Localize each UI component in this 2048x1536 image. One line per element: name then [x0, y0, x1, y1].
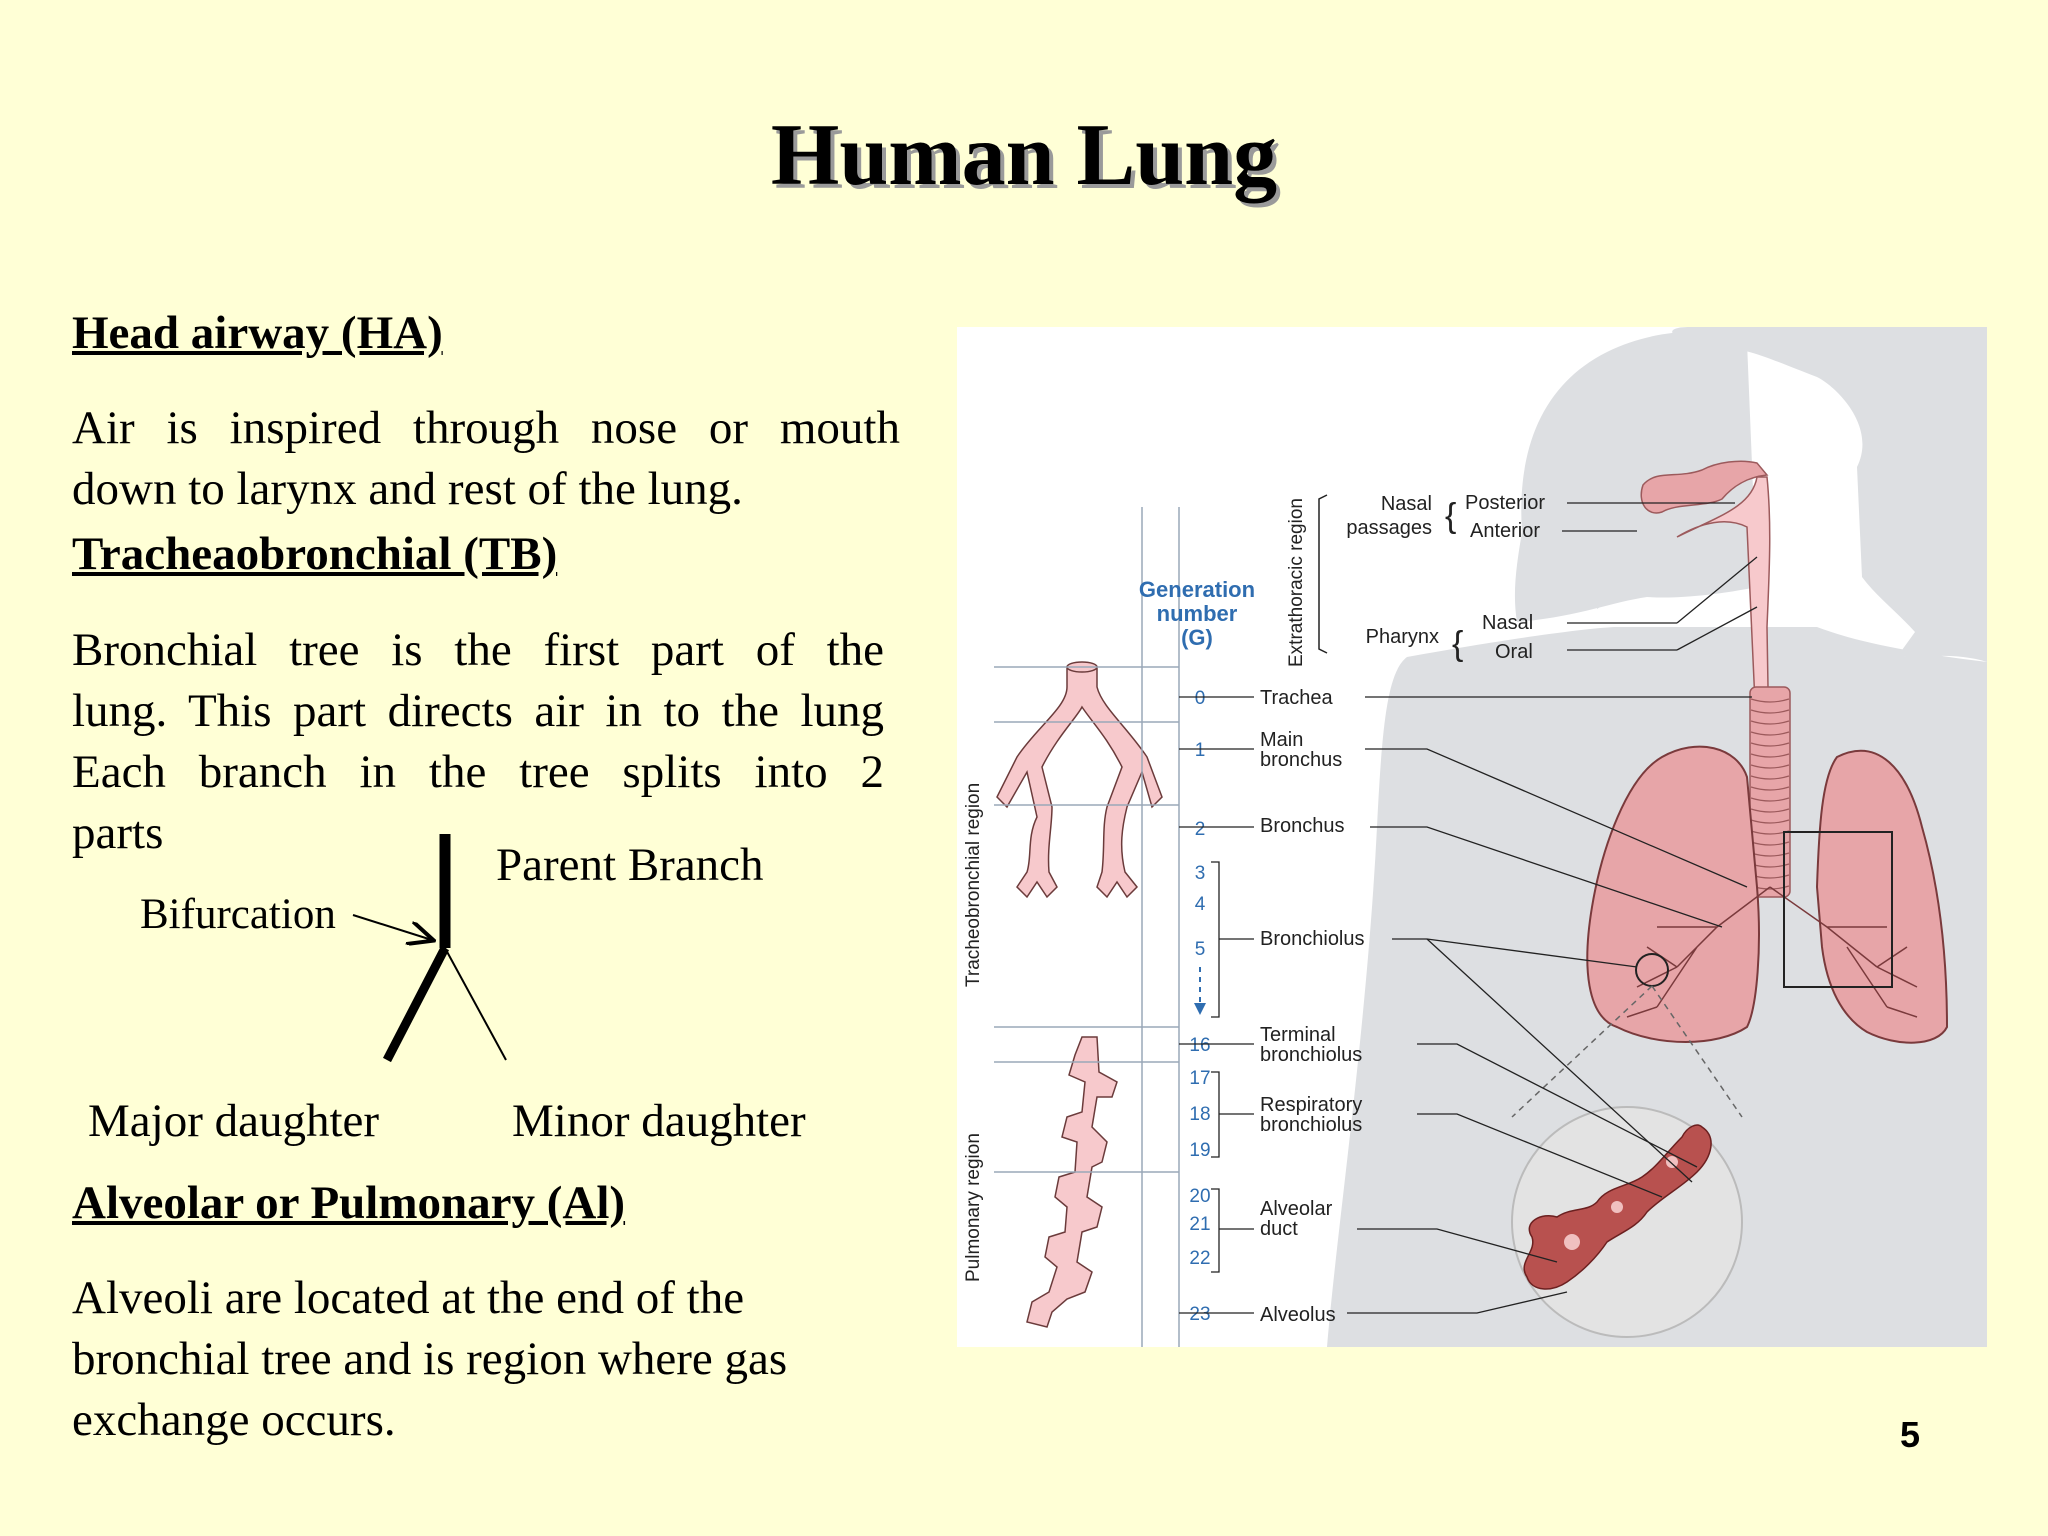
text-line: Alveoli are located at the end of the: [72, 1272, 745, 1324]
gen-22: 22: [1189, 1248, 1211, 1269]
major-daughter-label: Major daughter: [88, 1095, 380, 1147]
terminal-bronchiolus-label-2: bronchiolus: [1260, 1044, 1363, 1066]
text-line: bronchial tree and is region where gas: [72, 1333, 788, 1385]
pulmonary-region-label: Pulmonary region: [963, 1133, 984, 1282]
text-line: lung. This part directs air in to the lung: [72, 685, 884, 737]
minor-daughter-label: Minor daughter: [512, 1095, 806, 1147]
trachea-label: Trachea: [1260, 687, 1333, 709]
pharynx-label: Pharynx: [1365, 626, 1439, 648]
svg-text:{: {: [1452, 625, 1464, 663]
alveolar-duct-label-2: duct: [1260, 1218, 1298, 1240]
gen-19: 19: [1189, 1140, 1211, 1161]
minor-daughter-branch: [445, 948, 506, 1060]
gen-23: 23: [1189, 1304, 1211, 1325]
gen-4: 4: [1194, 894, 1206, 915]
extrathoracic-region-label: Extrathoracic region: [1286, 498, 1307, 667]
bifurcation-label: Bifurcation: [140, 891, 336, 938]
section-heading-al: Alveolar or Pulmonary (Al): [72, 1177, 626, 1229]
slide-title: Human Lung: [770, 107, 1278, 204]
page-number: 5: [1900, 1414, 1921, 1455]
section-text-al: [72, 1268, 922, 1451]
gen-17: 17: [1189, 1068, 1211, 1089]
generation-header-line1: Generation: [1138, 577, 1256, 602]
gen-16: 16: [1189, 1035, 1211, 1056]
generation-header-line2: number: [1156, 601, 1238, 626]
gen-2: 2: [1194, 819, 1206, 840]
text-line: exchange occurs.: [72, 1394, 396, 1446]
text-line: down to larynx and rest of the lung.: [72, 463, 743, 515]
nasal-passages-label-1: Nasal: [1380, 493, 1432, 515]
gen-18: 18: [1189, 1104, 1211, 1125]
terminal-bronchiolus-label-1: Terminal: [1260, 1024, 1336, 1046]
posterior-label: Posterior: [1465, 492, 1546, 514]
lung-figure: [957, 327, 1987, 1347]
main-bronchus-label-1: Main: [1260, 729, 1304, 751]
alveolar-duct-label-1: Alveolar: [1260, 1198, 1333, 1220]
bronchiolus-label: Bronchiolus: [1260, 928, 1365, 950]
text-line: Air is inspired through nose or mouth: [72, 402, 900, 454]
pharynx-oral-label: Oral: [1495, 641, 1533, 663]
gen-5: 5: [1194, 939, 1206, 960]
text-line: Each branch in the tree splits into 2: [72, 746, 884, 798]
section-heading-tb: Tracheaobronchial (TB): [72, 528, 558, 580]
section-heading-ha: Head airway (HA): [72, 307, 443, 359]
bifurcation-arrow: [353, 915, 432, 940]
bronchus-label: Bronchus: [1260, 815, 1345, 837]
tracheobronchial-tree: [997, 667, 1162, 897]
gen-20: 20: [1189, 1186, 1211, 1207]
generation-header-line3: (G): [1181, 625, 1213, 650]
main-bronchus-label-2: bronchus: [1260, 749, 1343, 771]
major-daughter-branch: [387, 948, 445, 1060]
gen-3: 3: [1194, 863, 1206, 884]
gen-21: 21: [1189, 1214, 1211, 1235]
text-line: parts: [72, 807, 164, 859]
text-line: Bronchial tree is the first part of the: [72, 624, 884, 676]
respiratory-bronchiolus-label-1: Respiratory: [1260, 1094, 1363, 1116]
nasal-passages-label-2: passages: [1346, 517, 1432, 539]
anterior-label: Anterior: [1470, 520, 1541, 542]
gen-0: 0: [1194, 688, 1206, 709]
gen-1: 1: [1194, 740, 1206, 761]
pulmonary-tree: [1027, 1037, 1117, 1327]
pharynx-nasal-label: Nasal: [1482, 612, 1534, 634]
parent-branch-label: Parent Branch: [496, 839, 764, 891]
alveolus-label: Alveolus: [1260, 1304, 1336, 1326]
tracheobronchial-region-label: Tracheobronchial region: [963, 782, 984, 987]
section-text-ha: [72, 398, 900, 520]
svg-text:{: {: [1445, 497, 1457, 535]
respiratory-bronchiolus-label-2: bronchiolus: [1260, 1114, 1363, 1136]
